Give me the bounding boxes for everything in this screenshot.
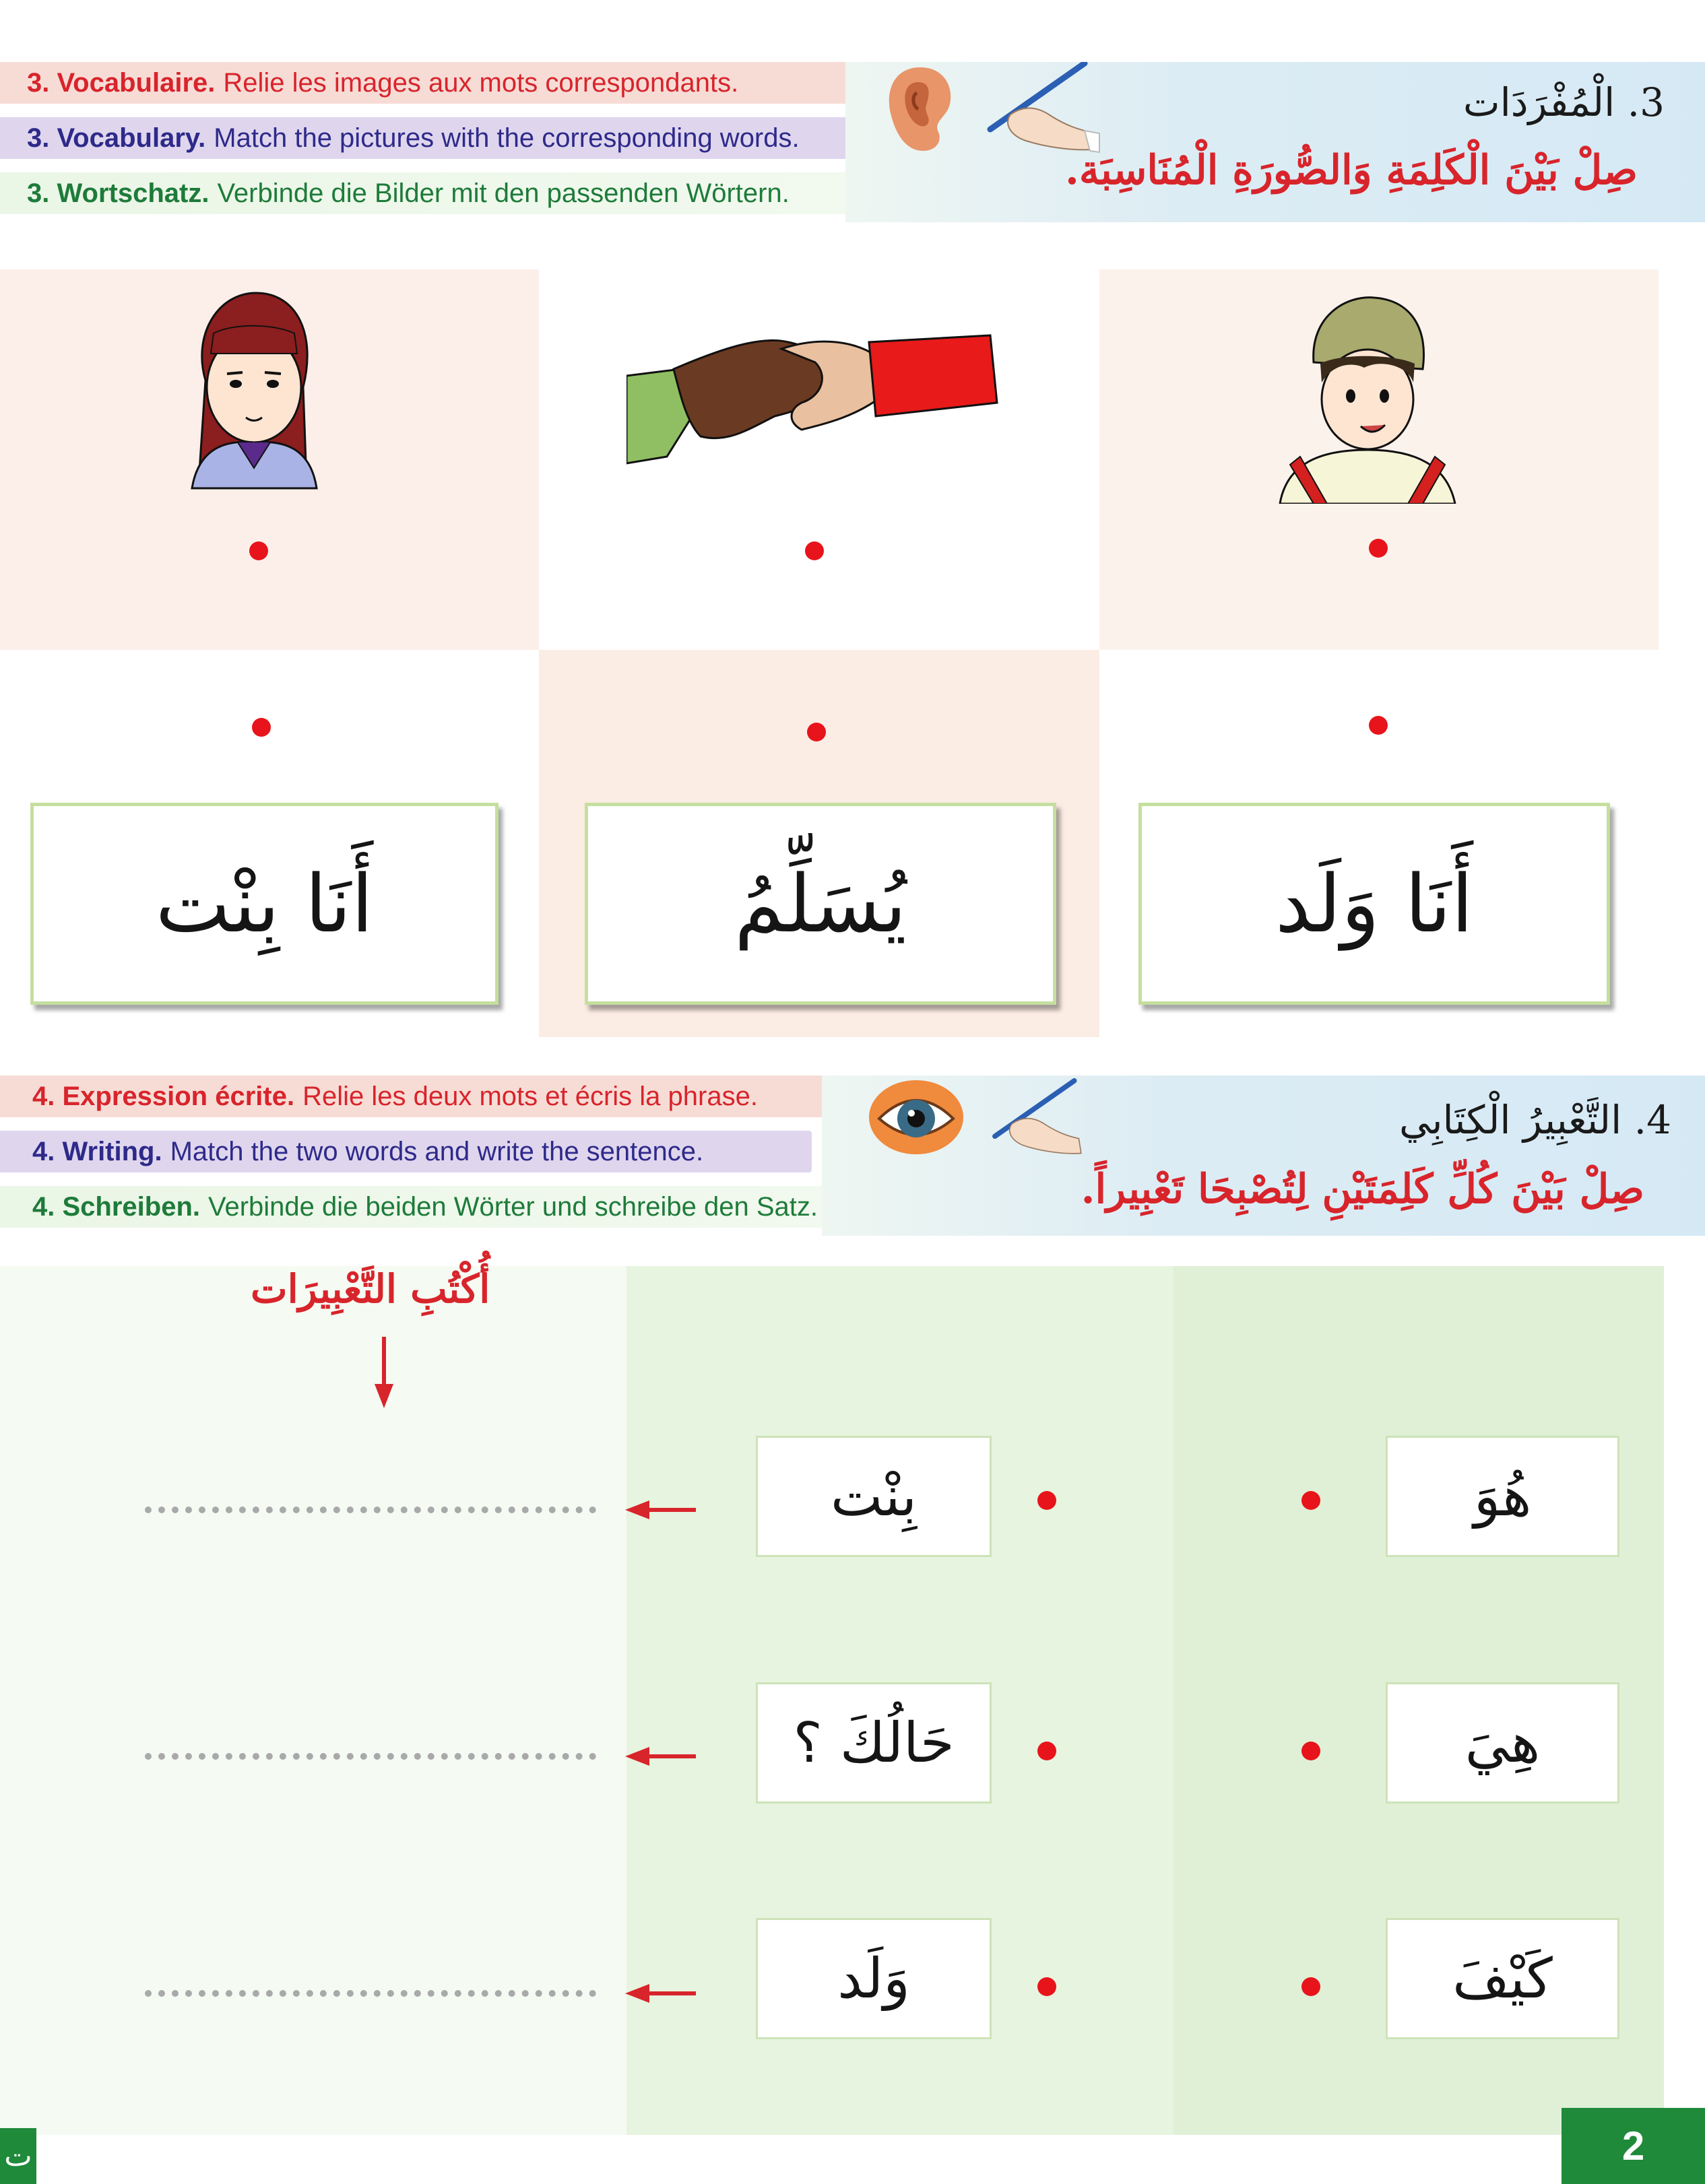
match-dot[interactable] xyxy=(1301,1977,1320,1996)
word-box[interactable]: كَيْفَ xyxy=(1386,1918,1619,2039)
writing-line[interactable] xyxy=(145,1753,596,1760)
section4-instruction-fr: 4. Expression écrite. Relie les deux mots et écris la phrase. xyxy=(0,1076,850,1117)
write-expressions-label: أُكْتُبِ التَّعْبِيرَات xyxy=(251,1266,490,1312)
writing-line[interactable] xyxy=(145,1507,596,1513)
section4-arabic-title: 4. التَّعْبِيرُ الْكِتَابِي xyxy=(1399,1097,1671,1143)
word-box[interactable]: هُوَ xyxy=(1386,1436,1619,1557)
writing-hand-icon xyxy=(977,62,1105,156)
section3-arabic-instruction: صِلْ بَيْنَ الْكَلِمَةِ وَالصُّورَةِ الْمُنَاسِبَة. xyxy=(1064,147,1638,194)
section3-instruction-fr: 3. Vocabulaire. Relie les images aux mots correspondants. xyxy=(0,62,847,104)
match-dot[interactable] xyxy=(1369,539,1388,558)
match-dot[interactable] xyxy=(252,718,271,737)
handshake-picture xyxy=(626,322,1004,470)
match-dot[interactable] xyxy=(1369,716,1388,735)
section3-arabic-panel xyxy=(845,62,1705,222)
word-card[interactable]: أَنَا وَلَد xyxy=(1138,803,1610,1005)
previous-page-tab: ت xyxy=(0,2128,36,2184)
word-box[interactable]: هِيَ xyxy=(1386,1682,1619,1804)
girl-picture xyxy=(179,286,327,495)
left-arrow-icon xyxy=(625,1496,698,1523)
section4-instruction-de: 4. Schreiben. Verbinde die beiden Wörter und schreibe den Satz. xyxy=(0,1186,839,1228)
match-dot[interactable] xyxy=(1301,1742,1320,1760)
section4-instruction-en: 4. Writing. Match the two words and write the sentence. xyxy=(0,1131,812,1172)
match-dot[interactable] xyxy=(249,541,268,560)
down-arrow-icon xyxy=(372,1337,396,1411)
boy-picture xyxy=(1273,288,1462,504)
match-dot[interactable] xyxy=(807,723,826,741)
writing-hand-icon xyxy=(984,1076,1091,1163)
section4-header xyxy=(0,1076,1705,1236)
word-box[interactable]: بِنْت xyxy=(756,1436,992,1557)
section3-instruction-en: 3. Vocabulary. Match the pictures with the corresponding words. xyxy=(0,117,856,159)
match-dot[interactable] xyxy=(1037,1491,1056,1510)
left-arrow-icon xyxy=(625,1980,698,2007)
section3-header xyxy=(0,62,1705,222)
left-arrow-icon xyxy=(625,1743,698,1770)
word-card[interactable]: أَنَا بِنْت xyxy=(30,803,498,1005)
eye-icon xyxy=(866,1076,967,1163)
section4-arabic-instruction: صِلْ بَيْنَ كُلِّ كَلِمَتَيْنِ لِتُصْبِحَا تَعْبِيراً. xyxy=(1081,1166,1644,1213)
match-dot[interactable] xyxy=(805,541,824,560)
writing-line[interactable] xyxy=(145,1990,596,1997)
write-column xyxy=(0,1266,626,2135)
section3-arabic-title: 3. الْمُفْرَدَات xyxy=(1463,79,1665,125)
word-box[interactable]: حَالُكَ ؟ xyxy=(756,1682,992,1804)
word-card[interactable]: يُسَلِّمُ xyxy=(585,803,1056,1005)
match-dot[interactable] xyxy=(1037,1742,1056,1760)
match-dot[interactable] xyxy=(1037,1977,1056,1996)
page-number: 2 xyxy=(1562,2108,1705,2184)
ear-icon xyxy=(876,62,964,156)
word-box[interactable]: وَلَد xyxy=(756,1918,992,2039)
section3-instruction-de: 3. Wortschatz. Verbinde die Bilder mit den passenden Wörtern. xyxy=(0,172,847,214)
match-dot[interactable] xyxy=(1301,1491,1320,1510)
section4-arabic-panel xyxy=(822,1076,1705,1236)
